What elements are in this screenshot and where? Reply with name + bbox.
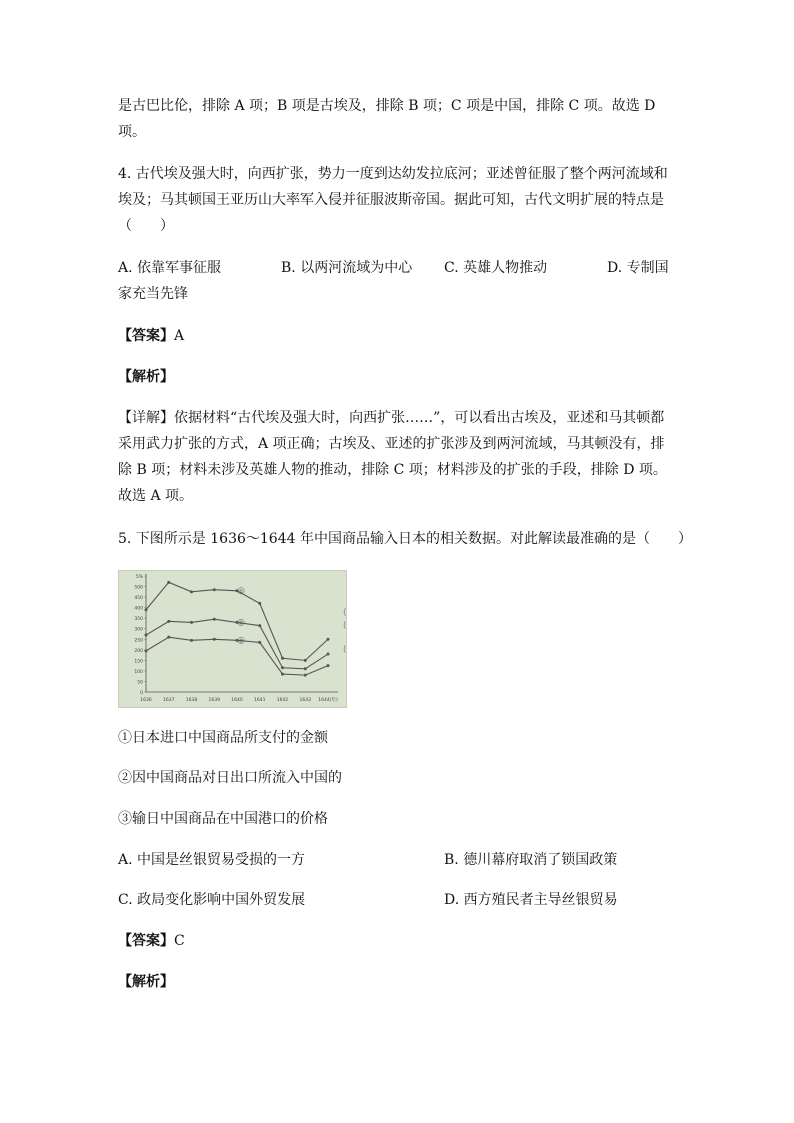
x-tick-label: 1636	[140, 698, 152, 703]
q4-stem-line3: （ ）	[118, 218, 174, 234]
q5-analysis-label: 【解析】	[118, 974, 174, 990]
series-3-point	[167, 636, 170, 639]
q5-stem: 5. 下图所示是 1636～1644 年中国商品输入日本的相关数据。对此解读最准确的是（ ）	[118, 531, 692, 547]
x-tick-label: 1642	[276, 698, 289, 703]
series-1-point	[281, 657, 284, 660]
x-tick-label: 1637	[163, 698, 175, 703]
answer-value: A	[174, 328, 185, 344]
x-tick-label: 1643	[299, 698, 311, 703]
series-2-point	[190, 621, 193, 624]
y-tick-label: 100	[134, 669, 143, 675]
q4-option-a: A. 依靠军事征服	[118, 260, 222, 276]
prev-explanation-line1: 是古巴比伦，排除 A 项；B 项是古埃及，排除 B 项；C 项是中国，排除 C 项。故选 D	[118, 98, 656, 114]
y-tick-label: 350	[134, 617, 143, 623]
y-tick-label: 300	[134, 627, 143, 633]
series-2-point	[213, 618, 216, 621]
answer-label: 【答案】	[118, 933, 174, 949]
series-3-point	[281, 673, 284, 676]
x-tick-label: 1641	[254, 698, 266, 703]
q4-option-d-continued: 家充当先锋	[118, 286, 188, 302]
q4-option-c: C. 英雄人物推动	[444, 260, 548, 276]
y-tick-label: 5%	[135, 575, 143, 580]
q4-detail-line4: 故选 A 项。	[118, 488, 194, 504]
series-3-point	[213, 638, 216, 641]
y-tick-label: 0	[140, 691, 143, 696]
series-line-3	[146, 637, 328, 675]
answer-value: C	[174, 933, 185, 949]
q5-legend-3: ③输日中国商品在中国港口的价格	[118, 811, 328, 827]
y-tick-label: 250	[134, 638, 143, 644]
series-label: ②	[238, 620, 244, 627]
q5-option-b: B. 德川幕府取消了锁国政策	[444, 852, 618, 868]
q4-detail-line3: 除 B 项；材料未涉及英雄人物的推动，排除 C 项；材料涉及的扩张的手段，排除 D 项。	[118, 462, 667, 478]
series-1-point	[258, 602, 261, 605]
y-tick-label: 450	[134, 596, 143, 602]
y-tick-label: 150	[134, 659, 143, 665]
series-1-point	[167, 581, 170, 584]
q4-analysis-label: 【解析】	[118, 369, 174, 385]
series-2-point	[281, 666, 284, 669]
q4-detail-line2: 采用武力扩张的方式，A 项正确；古埃及、亚述的扩张涉及到两河流域，马其顿没有，排	[118, 436, 665, 452]
series-3-point	[327, 664, 330, 667]
series-3-point	[190, 639, 193, 642]
series-3-point	[258, 641, 261, 644]
q5-legend-1: ①日本进口中国商品所支付的金额	[118, 730, 328, 746]
chart-svg	[118, 570, 347, 708]
q4-detail-line1: 【详解】依据材料“古代埃及强大时，向西扩张……”，可以看出古埃及，亚述和马其顿都	[118, 410, 665, 426]
series-2-point	[327, 653, 330, 656]
series-2-point	[258, 624, 261, 627]
series-3-point	[145, 649, 148, 652]
y-tick-label: 500	[134, 585, 143, 591]
series-1-point	[304, 659, 307, 662]
prev-explanation-line2: 项。	[118, 124, 146, 140]
x-tick-label: 1639	[208, 698, 220, 703]
y-tick-label: 400	[134, 606, 143, 612]
answer-label: 【答案】	[118, 328, 174, 344]
y-tick-label: 50	[137, 680, 143, 686]
series-2-point	[145, 634, 148, 637]
q5-answer	[118, 931, 185, 951]
q4-option-b: B. 以两河流域为中心	[281, 260, 413, 276]
q5-option-c: C. 政局变化影响中国外贸发展	[118, 892, 306, 908]
series-1-point	[327, 638, 330, 641]
x-tick-label: 1640	[231, 698, 243, 703]
q4-stem-line1: 4. 古代埃及强大时，向西扩张，势力一度到达幼发拉底河；亚述曾征服了整个两河流域和	[118, 166, 668, 182]
q4-option-d: D. 专制国	[607, 260, 669, 276]
y-tick-label: 200	[134, 648, 143, 654]
series-1-point	[190, 590, 193, 593]
side-mark-1: (	[343, 608, 347, 618]
series-1-point	[213, 588, 216, 591]
series-2-point	[167, 620, 170, 623]
series-line-2	[146, 619, 328, 669]
q5-option-a: A. 中国是丝银贸易受损的一方	[118, 852, 306, 868]
series-1-point	[145, 608, 148, 611]
side-mark-2: (	[343, 621, 347, 631]
q5-line-chart	[118, 570, 347, 708]
series-2-point	[304, 667, 307, 670]
q4-stem-line2: 埃及；马其顿国王亚历山大率军入侵并征服波斯帝国。据此可知，古代文明扩展的特点是	[118, 192, 664, 208]
x-tick-label: 1644(年)	[318, 698, 338, 703]
x-tick-label: 1638	[185, 698, 198, 703]
series-3-point	[304, 674, 307, 677]
q4-answer	[118, 326, 184, 346]
q5-legend-2: ②因中国商品对日出口所流入中国的	[118, 770, 342, 786]
q5-option-d: D. 西方殖民者主导丝银贸易	[444, 892, 618, 908]
series-label: ①	[238, 588, 244, 595]
series-label: ③	[238, 638, 244, 645]
side-mark-3: (	[343, 645, 347, 655]
